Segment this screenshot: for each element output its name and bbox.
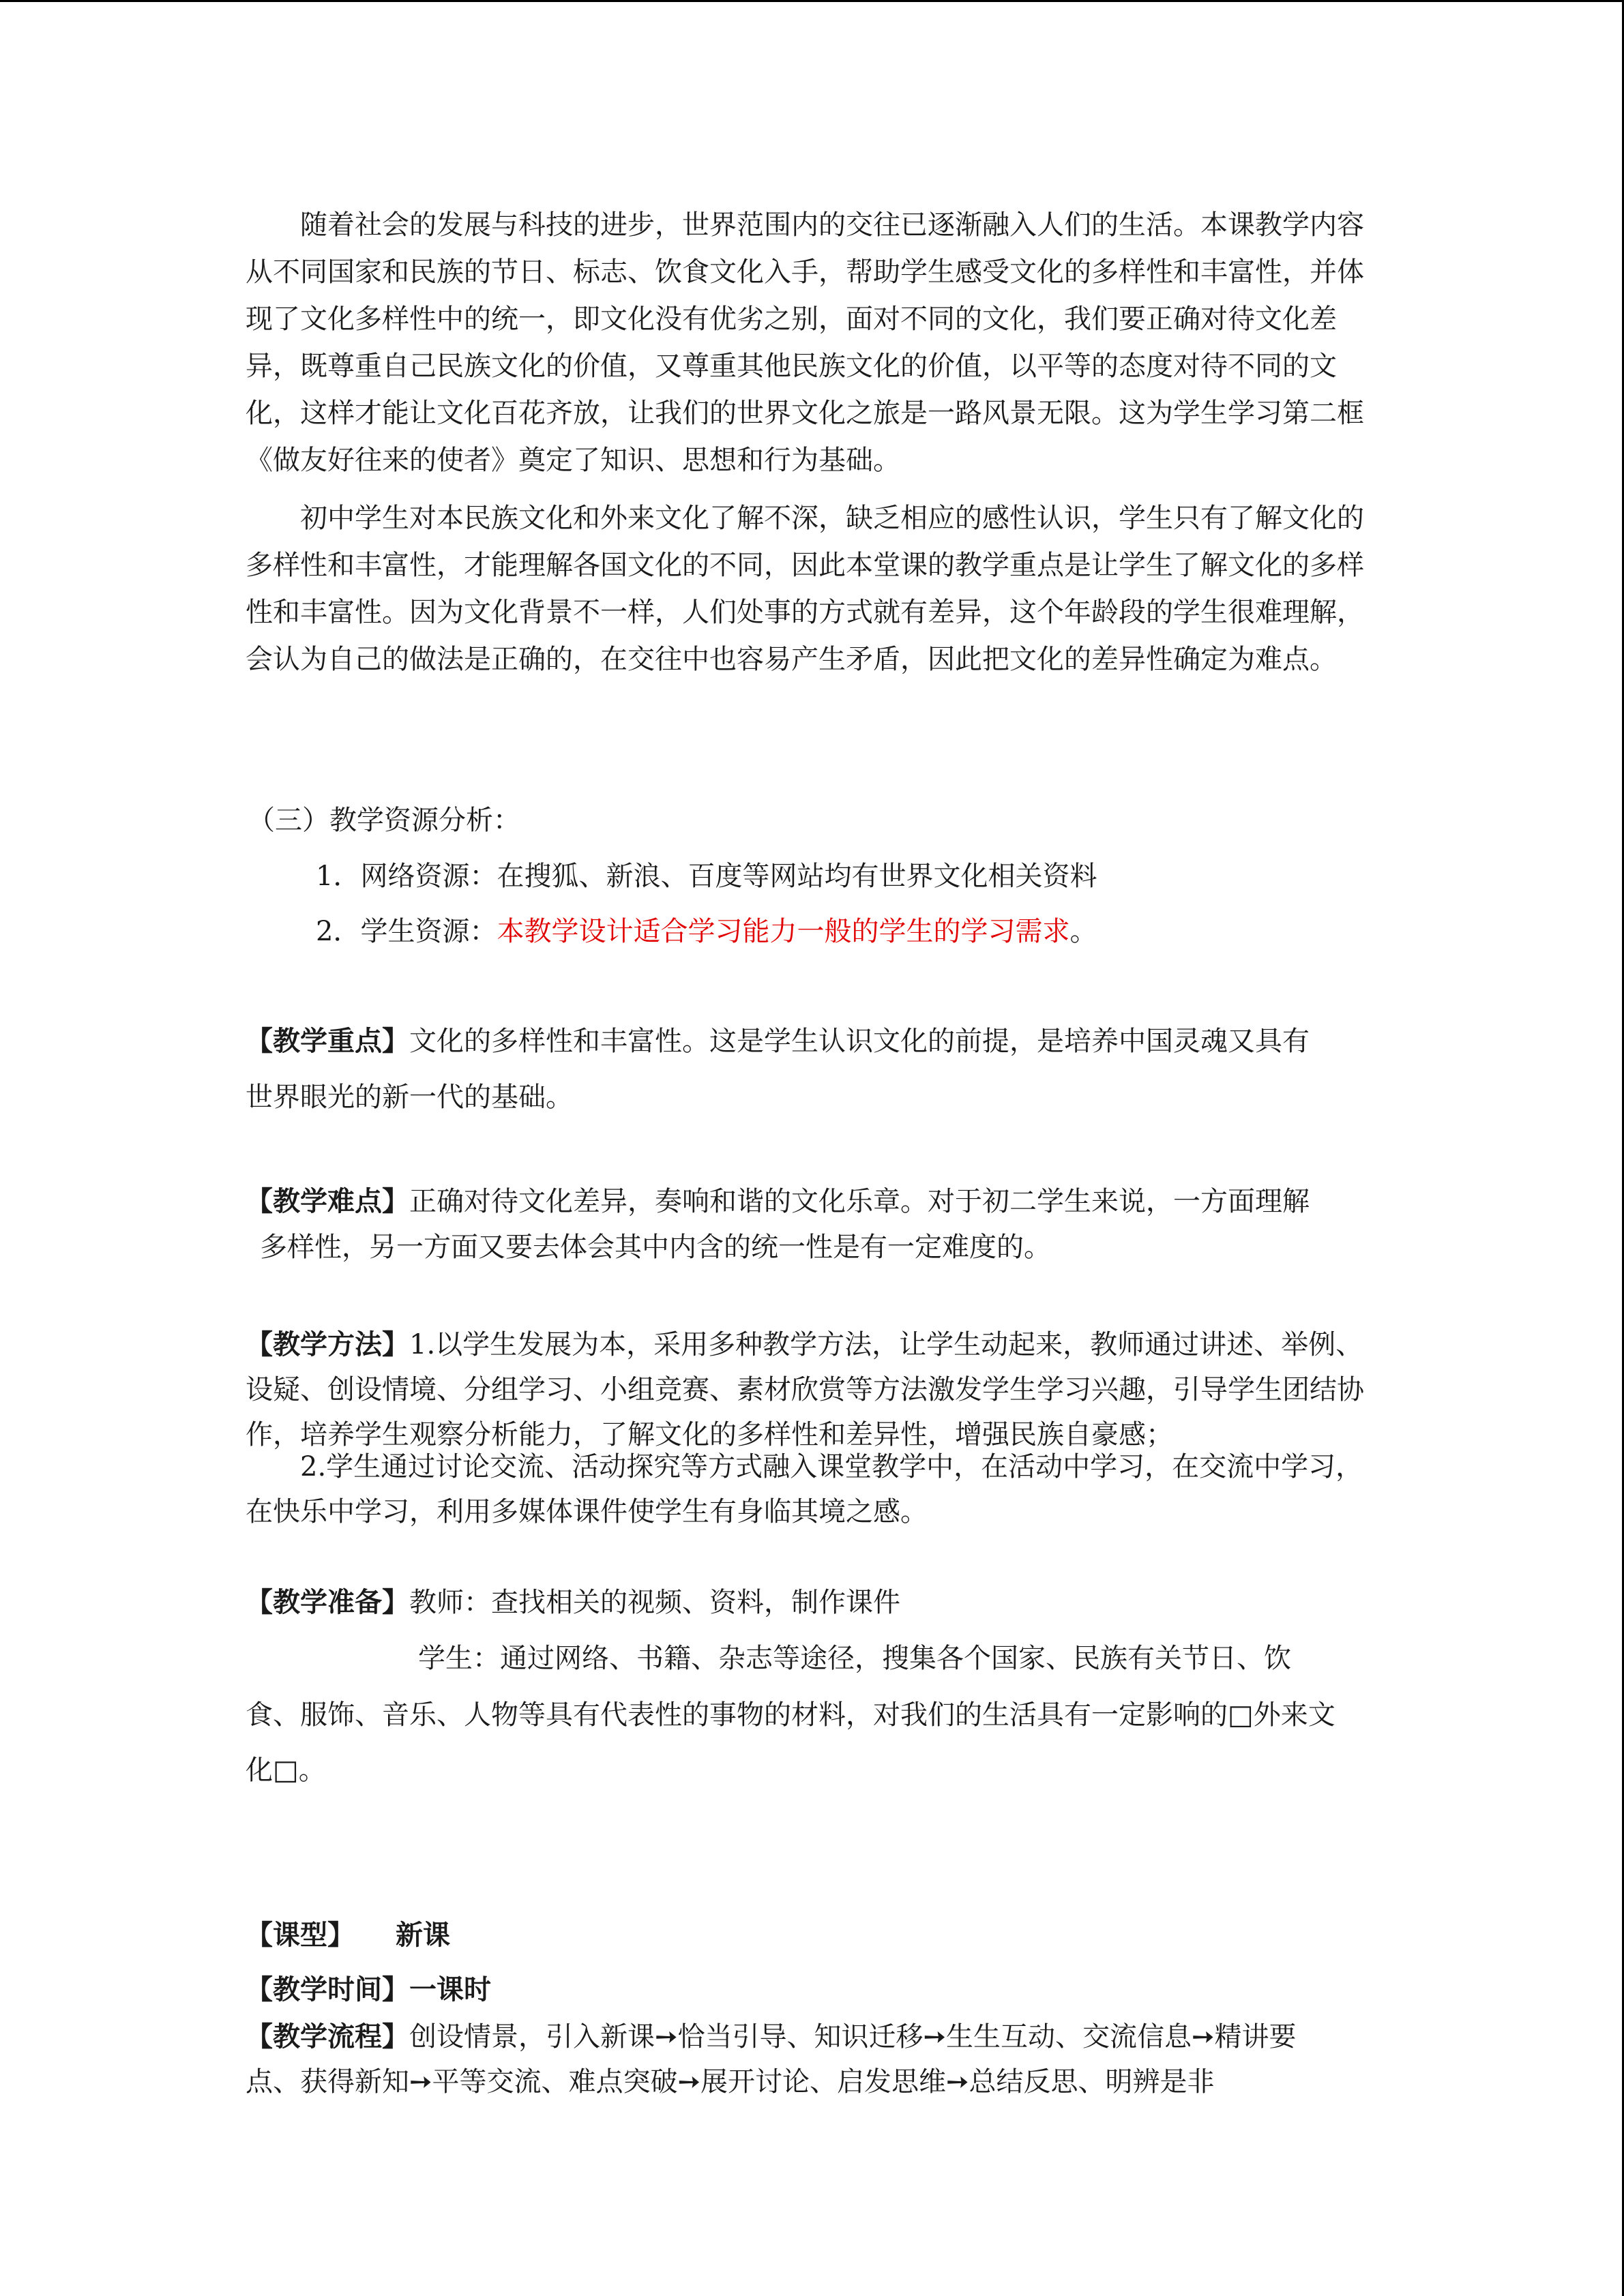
- method-text1: 1.以学生发展为本，采用多种教学方法，让学生动起来，教师通过讲述、举例、设疑、创设情境、分组学习、小组竞赛、素材欣赏等方法激发学生学习兴趣，引导学生团结协作，培养学生观察分析能力，了解文化的多样性和差异性，增强民族自豪感；: [246, 1329, 1364, 1450]
- method-label: 【教学方法】: [246, 1329, 409, 1360]
- lesson-time-line: [246, 1973, 491, 2007]
- lesson-type-label: 【课型】: [246, 1920, 355, 1951]
- resources-item-students: [316, 914, 1097, 949]
- method-paragraph1: [246, 1322, 1378, 1457]
- page-top-border: [0, 0, 1624, 2]
- flow-line2: 点、获得新知➙平等交流、难点突破➙展开讨论、启发思维➙总结反思、明辨是非: [246, 2066, 1215, 2098]
- prep-student-line2: 食、服饰、音乐、人物等具有代表性的事物的材料，对我们的生活具有一定影响的□外来文: [246, 1699, 1335, 1731]
- resources-item-network: 1．网络资源：在搜狐、新浪、百度等网站均有世界文化相关资料: [316, 861, 1097, 892]
- key-point-line1: [246, 1024, 1310, 1058]
- flow-line1: [246, 2020, 1297, 2054]
- resources-item-end: 。: [1069, 916, 1097, 947]
- method-paragraph2: 2.学生通过讨论交流、活动探究等方式融入课堂教学中，在活动中学习，在交流中学习，在快乐中学习，利用多媒体课件使学生有身临其境之感。: [246, 1451, 1363, 1527]
- flow-text1: 创设情景，引入新课➙恰当引导、知识迁移➙生生互动、交流信息➙精讲要: [409, 2021, 1297, 2053]
- lesson-type-line: [246, 1918, 450, 1952]
- key-point-text-part1: 文化的多样性和丰富性。这是学生认识文化的前提，是培养中国灵魂又具有: [409, 1026, 1310, 1057]
- key-point-line2: 世界眼光的新一代的基础。: [246, 1082, 573, 1113]
- prep-label: 【教学准备】: [246, 1587, 409, 1618]
- flow-label: 【教学流程】: [246, 2021, 409, 2053]
- resources-item-label: 2．学生资源：: [316, 916, 497, 947]
- resources-heading: （三）教学资源分析：: [248, 805, 520, 836]
- lesson-time-value: 一课时: [409, 1974, 491, 2006]
- difficult-point-label: 【教学难点】: [246, 1186, 409, 1217]
- difficult-point-text1: 正确对待文化差异，奏响和谐的文化乐章。对于初二学生来说，一方面理解: [409, 1186, 1310, 1217]
- intro-paragraph: 随着社会的发展与科技的进步，世界范围内的交往已逐渐融入人们的生活。本课教学内容从不同国家和民族的节日、标志、饮食文化入手，帮助学生感受文化的多样性和丰富性，并体现了文化多样性中的统一，即文化没有优劣之别，面对不同的文化，我们要正确对待文化差异，既尊重自己民族文化的价值，又尊重其他民族文化的价值，以平等的态度对待不同的文化，这样才能让文化百花齐放，让我们的世界文化之旅是一路风景无限。这为学生学习第二框《做友好往来的使者》奠定了知识、思想和行为基础。: [246, 209, 1364, 476]
- key-point-label: 【教学重点】: [246, 1026, 409, 1057]
- prep-line1: [246, 1585, 900, 1620]
- analysis-paragraph: 初中学生对本民族文化和外来文化了解不深，缺乏相应的感性认识，学生只有了解文化的多样性和丰富性，才能理解各国文化的不同，因此本堂课的教学重点是让学生了解文化的多样性和丰富性。因为文化背景不一样，人们处事的方式就有差异，这个年龄段的学生很难理解，会认为自己的做法是正确的，在交往中也容易产生矛盾，因此把文化的差异性确定为难点。: [246, 503, 1364, 675]
- lesson-type-value: 新课: [396, 1920, 450, 1951]
- resources-highlight-text: 本教学设计适合学习能力一般的学生的学习需求: [497, 916, 1070, 947]
- prep-student-line1: 学生：通过网络、书籍、杂志等途径，搜集各个国家、民族有关节日、饮: [418, 1643, 1291, 1674]
- prep-student-line3: 化□。: [246, 1755, 326, 1786]
- difficult-point-line1: [246, 1184, 1310, 1219]
- lesson-time-label: 【教学时间】: [246, 1974, 409, 2006]
- prep-teacher: 教师：查找相关的视频、资料，制作课件: [409, 1587, 900, 1618]
- difficult-point-line2: 多样性，另一方面又要去体会其中内含的统一性是有一定难度的。: [260, 1232, 1051, 1263]
